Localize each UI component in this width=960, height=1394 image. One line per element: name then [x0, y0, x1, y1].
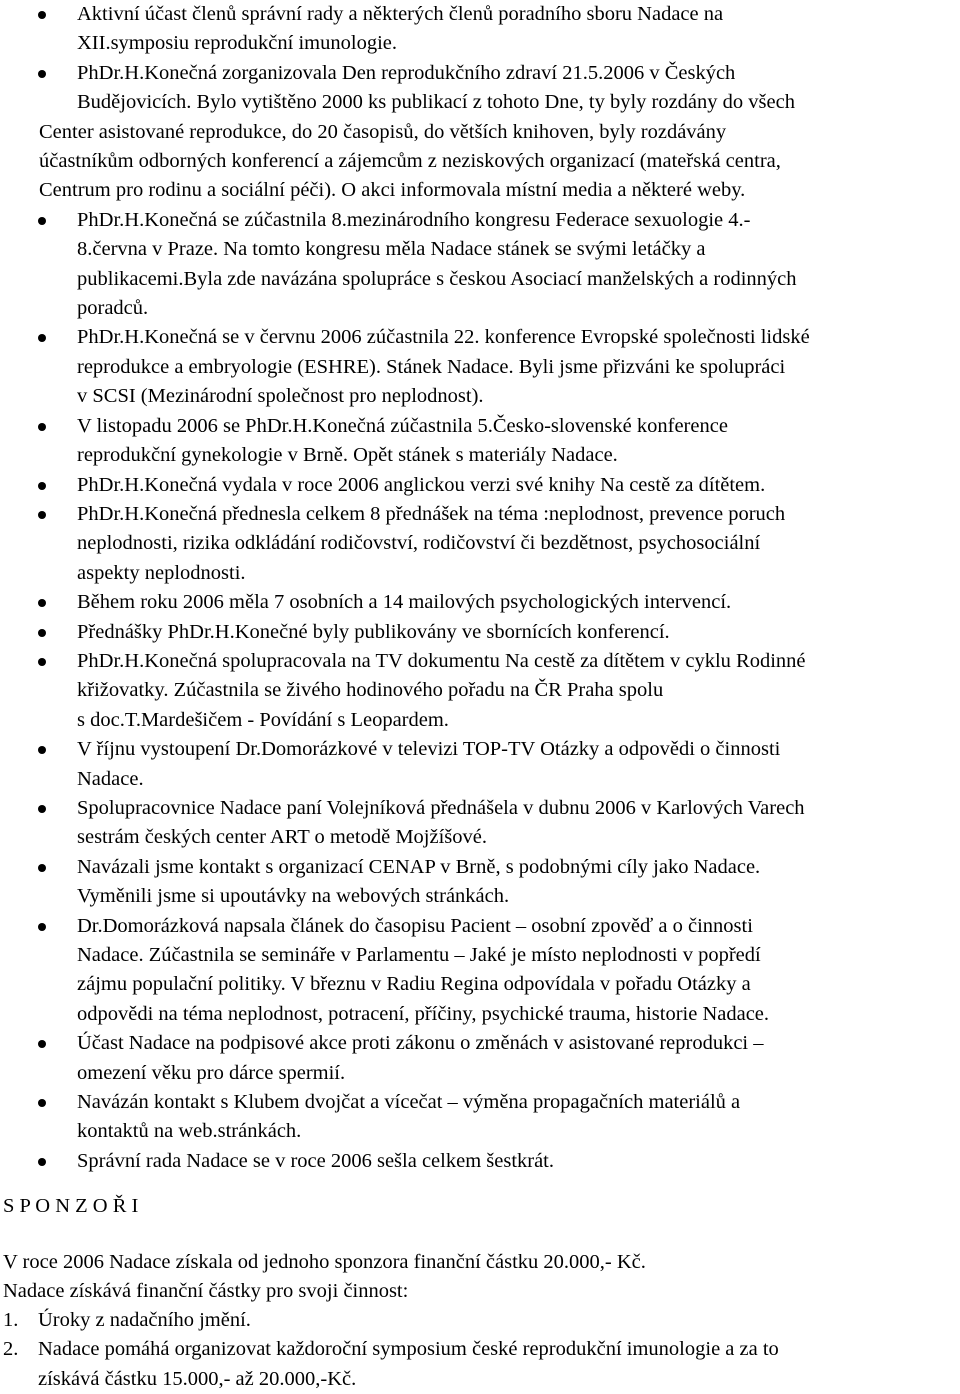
list-item-line: Během roku 2006 měla 7 osobních a 14 mailových psychologických intervencí. — [77, 591, 732, 614]
list-item-line: Vyměnili jsme si upoutávky na webových stránkách. — [77, 885, 510, 908]
bullet-icon — [38, 746, 46, 754]
bullet-icon — [38, 70, 46, 78]
list-item-line: PhDr.H.Konečná vydala v roce 2006 anglickou verzi své knihy Na cestě za dítětem. — [77, 473, 766, 496]
list-item-line: křižovatky. Zúčastnila se živého hodinového pořadu na ČR Praha spolu — [77, 679, 664, 702]
list-item — [0, 794, 960, 853]
list-item-line: Budějovicích. Bylo vytištěno 2000 ks publikací z tohoto Dne, ty byly rozdány do všech — [77, 91, 795, 114]
item-number: 2. — [3, 1338, 19, 1361]
list-item — [0, 412, 960, 471]
list-item-line: sestrám českých center ART o metodě Mojžíšové. — [77, 826, 487, 849]
list-item — [0, 0, 960, 59]
income-list — [0, 1306, 960, 1394]
list-item — [0, 1088, 960, 1147]
numbered-item — [0, 1335, 960, 1394]
list-item — [0, 323, 960, 411]
section-heading-sponsors: S P O N Z O Ř I — [3, 1195, 139, 1217]
list-item — [0, 618, 960, 647]
bullet-icon — [38, 1099, 46, 1107]
list-item-line: odpovědi na téma neplodnost, potracení, příčiny, psychické trauma, historie Nadace. — [77, 1002, 770, 1025]
list-item-line: s doc.T.Mardešičem - Povídání s Leopardem. — [77, 708, 449, 731]
list-item-line: omezení věku pro dárce spermií. — [77, 1061, 346, 1084]
list-item — [0, 853, 960, 912]
bullet-icon — [38, 923, 46, 931]
bullet-icon — [38, 864, 46, 872]
bullet-icon — [38, 658, 46, 666]
list-item-line: 8.června v Praze. Na tomto kongresu měla Nadace stánek se svými letáčky a — [77, 238, 706, 261]
list-item-line: reprodukce a embryologie (ESHRE). Stánek Nadace. Byli jsme přizváni ke spolupráci — [77, 355, 786, 378]
bullet-icon — [38, 511, 46, 519]
list-item-line: publikacemi.Byla zde navázána spolupráce s českou Asociací manželských a rodinných — [77, 267, 797, 290]
bullet-icon — [38, 629, 46, 637]
list-item-line: PhDr.H.Konečná spolupracovala na TV dokumentu Na cestě za dítětem v cyklu Rodinné — [77, 649, 806, 672]
list-item-line: kontaktů na web.stránkách. — [77, 1120, 302, 1143]
numbered-item-line: získává částku 15.000,- až 20.000,-Kč. — [38, 1367, 357, 1390]
list-item-line: PhDr.H.Konečná se zúčastnila 8.mezinárodního kongresu Federace sexuologie 4.- — [77, 208, 751, 231]
list-item-line: poradců. — [77, 297, 149, 320]
bullet-icon — [38, 334, 46, 342]
bullet-icon — [38, 1158, 46, 1166]
list-item — [0, 206, 960, 324]
list-item-line: Aktivní účast členů správní rady a některých členů poradního sboru Nadace na — [77, 3, 724, 25]
list-item — [0, 471, 960, 500]
list-item-line: Nadace. Zúčastnila se semináře v Parlamentu – Jaké je místo neplodnosti v popředí — [77, 944, 761, 966]
list-item-line: aspekty neplodnosti. — [77, 561, 246, 584]
bullet-icon — [38, 217, 46, 225]
list-item — [0, 912, 960, 1030]
list-item-line: Nadace. — [77, 767, 144, 790]
list-item — [0, 647, 960, 735]
numbered-item — [0, 1306, 960, 1335]
list-item-line: V listopadu 2006 se PhDr.H.Konečná zúčastnila 5.Česko-slovenské konference — [77, 414, 728, 437]
list-item-line: Navázali jsme kontakt s organizací CENAP v Brně, s podobnými cíly jako Nadace. — [77, 855, 761, 878]
list-item — [0, 735, 960, 794]
list-item-line: Správní rada Nadace se v roce 2006 sešla celkem šestkrát. — [77, 1149, 555, 1172]
list-item — [0, 588, 960, 617]
list-item-line: PhDr.H.Konečná přednesla celkem 8 přednášek na téma :neplodnost, prevence poruch — [77, 502, 786, 525]
list-item-line: v SCSI (Mezinárodní společnost pro neplodnost). — [77, 385, 484, 408]
list-item-line: Účast Nadace na podpisové akce proti zákonu o změnách v asistované reprodukci – — [77, 1032, 764, 1055]
list-item-line: reprodukční gynekologie v Brně. Opět stánek s materiály Nadace. — [77, 444, 618, 467]
bullet-icon — [38, 423, 46, 431]
list-item — [0, 500, 960, 588]
sponsors-paragraph: Nadace získává finanční částky pro svoji činnost: — [3, 1280, 409, 1302]
list-item-line: PhDr.H.Konečná zorganizovala Den reprodukčního zdraví 21.5.2006 v Českých — [77, 61, 736, 84]
bullet-icon — [38, 805, 46, 813]
list-item — [0, 1147, 960, 1176]
bullet-icon — [38, 1040, 46, 1048]
list-item-line: zájmu populační politiky. V březnu v Radiu Regina odpovídala v pořadu Otázky a — [77, 973, 751, 996]
list-item-line: PhDr.H.Konečná se v červnu 2006 zúčastnila 22. konference Evropské společnosti lidské — [77, 326, 810, 349]
list-item — [0, 59, 960, 206]
sponsors-paragraph: V roce 2006 Nadace získala od jednoho sponzora finanční částku 20.000,- Kč. — [3, 1251, 646, 1273]
numbered-item-line: Úroky z nadačního jmění. — [38, 1309, 251, 1331]
list-item-line: účastníkům odborných konferencí a zájemcům z neziskových organizací (mateřská centra, — [39, 150, 781, 173]
bullet-icon — [38, 599, 46, 607]
list-item-line: V říjnu vystoupení Dr.Domorázkové v televizi TOP-TV Otázky a odpovědi o činnosti — [77, 738, 781, 761]
list-item-line: Dr.Domorázková napsala článek do časopisu Pacient – osobní zpověď a o činnosti — [77, 914, 753, 937]
bullet-icon — [38, 11, 46, 19]
list-item-line: Navázán kontakt s Klubem dvojčat a vícečat – výměna propagačních materiálů a — [77, 1091, 741, 1114]
list-item — [0, 1029, 960, 1088]
numbered-item-line: Nadace pomáhá organizovat každoroční symposium české reprodukční imunologie a za to — [38, 1338, 779, 1361]
list-item-line: Center asistované reprodukce, do 20 časopisů, do větších knihoven, byly rozdávány — [39, 120, 727, 143]
bullet-icon — [38, 482, 46, 490]
list-item-line: XII.symposiu reprodukční imunologie. — [77, 32, 397, 55]
list-item-line: Centrum pro rodinu a sociální péči). O akci informovala místní media a některé weby. — [39, 179, 746, 202]
item-number: 1. — [3, 1309, 19, 1331]
list-item-line: Přednášky PhDr.H.Konečné byly publikovány ve sbornících konferencí. — [77, 620, 670, 643]
list-item-line: neplodnosti, rizika odkládání rodičovství, rodičovství či bezdětnost, psychosociální — [77, 532, 761, 555]
list-item-line: Spolupracovnice Nadace paní Volejníková přednášela v dubnu 2006 v Karlových Varech — [77, 796, 805, 819]
